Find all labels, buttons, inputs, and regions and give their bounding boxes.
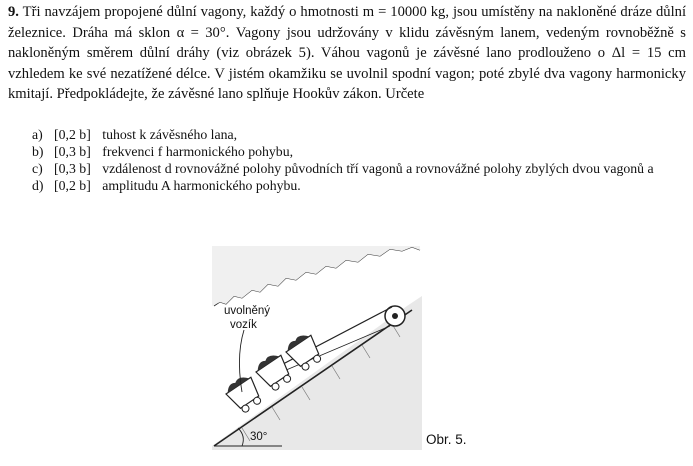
rock-fill: [212, 246, 420, 306]
cart-bottom: [223, 372, 266, 416]
subtask-label: c): [32, 161, 43, 176]
problem-number: 9.: [8, 4, 19, 20]
pulley-axle: [392, 313, 398, 319]
problem-statement: [8, 2, 686, 105]
cart-middle: [253, 350, 296, 394]
released-cart-label: uvolněný: [224, 305, 271, 317]
subtask-label: a): [32, 127, 43, 142]
subtask-text: vzdálenost d rovnovážné polohy původních tří vagonů a rovnovážné polohy zbylých dvou vagonů a: [102, 161, 654, 176]
subtask-b: [32, 143, 682, 160]
subtask-text: tuhost k závěsného lana,: [102, 127, 238, 142]
subtask-points: [0,2 b]: [54, 178, 91, 193]
subtask-c: [32, 160, 682, 177]
subtask-label: d): [32, 178, 44, 193]
subtask-d: [32, 177, 682, 194]
cart-top: [283, 330, 326, 374]
released-cart-label-2: vozík: [230, 319, 257, 331]
figure-caption: Obr. 5.: [426, 432, 467, 447]
subtask-label: b): [32, 144, 44, 159]
subtask-points: [0,2 b]: [54, 127, 91, 142]
subtask-a: [32, 126, 682, 143]
mine-cart-figure: [212, 246, 422, 450]
problem-text: Tři navzájem propojené důlní vagony, každý o hmotnosti m = 10000 kg, jsou umístěny na nakloněné dráze důlní železnice. Dráha má sklon α = 30°. Vagony jsou udržovány v klidu závěsným lanem, vedeným rovnoběžně s nakloněným směrem důlní dráhy (viz obrázek 5). Váhou vagonů je závěsné lano prodlouženo o Δl = 15 cm vzhledem ke své nezatížené délce. V jistém okamžiku se uvolnil spodní vagon; poté zbylé dva vagony harmonicky kmitají. Předpokládejte, že závěsné lano splňuje Hookův zákon. Určete: [8, 4, 687, 102]
subtask-points: [0,3 b]: [54, 144, 91, 159]
subtask-points: [0,3 b]: [54, 161, 91, 176]
subtask-list: [32, 126, 682, 194]
subtask-text: amplitudu A harmonického pohybu.: [102, 178, 301, 193]
angle-label: 30°: [250, 431, 268, 443]
subtask-text: frekvenci f harmonického pohybu,: [102, 144, 294, 159]
